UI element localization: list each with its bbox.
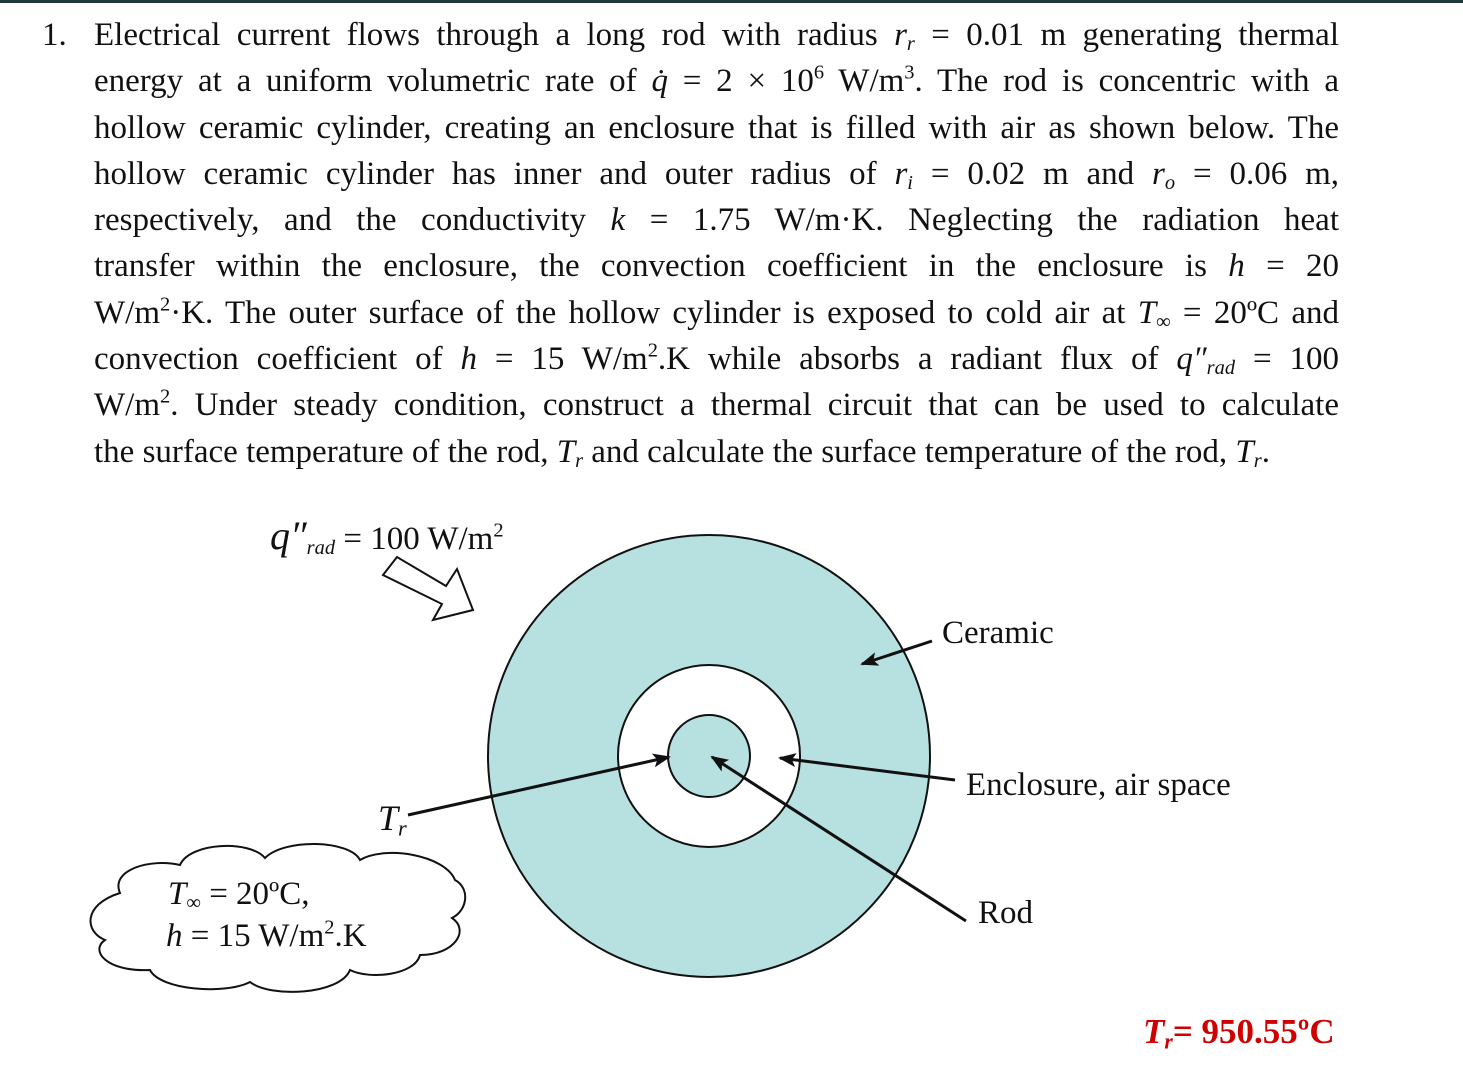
cloud-line-1: $T_\infty$ = 20ºC, [168, 876, 310, 915]
radiant-flux-label: $q''_{rad} = 100$ $W/m^2$ [270, 513, 504, 560]
text-line-5: respectively, and the conductivity k = 1.75 W/m·K. Neglecting the radiation heat [94, 202, 1339, 239]
text-line-7: $W/m^2\cdot K$. The outer surface of the hollow cylinder is exposed to cold air at $T_\infty$ = 20ºC and [94, 293, 1339, 333]
text-line-3: hollow ceramic cylinder, creating an enclosure that is filled with air as shown below. The [94, 109, 1339, 146]
ceramic-label: Ceramic [942, 615, 1054, 651]
problem-number: 1. [42, 17, 67, 53]
text-line-10: the surface temperature of the rod, $T_r$ and calculate the surface temperature of the rod, $T_r$. [94, 433, 1270, 472]
answer-text: $T_r=$ 950.55ºC [1143, 1012, 1335, 1054]
text-line-4: hollow ceramic cylinder has inner and outer radius of $r_i = 0.02$ m and $r_o = 0.06$ m, [94, 155, 1339, 194]
cloud-line-2: h = 15 $W/m^2.K$ [166, 916, 367, 954]
text-line-8: convection coefficient of h = 15 $W/m^2.K$ while absorbs a radiant flux of $q''_{rad} = 100$ [94, 339, 1339, 380]
text-line-2: energy at a uniform volumetric rate of q̇ = $2 \times 10^6$ $W/m^3$. The rod is concentric with a [94, 62, 1339, 100]
rod [668, 715, 750, 797]
rod-temperature-label: $T_r$ [378, 798, 407, 841]
rod-label: Rod [978, 895, 1034, 931]
text-line-6: transfer within the enclosure, the convection coefficient in the enclosure is h = 20 [94, 248, 1339, 285]
radiant-flux-arrow-icon [383, 557, 473, 620]
text-line-9: $W/m^2$. Under steady condition, construct a thermal circuit that can be used to calculate [94, 386, 1339, 424]
enclosure-label: Enclosure, air space [966, 767, 1231, 803]
text-line-1: Electrical current flows through a long rod with radius $r_r = 0.01$ m generating thermal [94, 17, 1339, 56]
